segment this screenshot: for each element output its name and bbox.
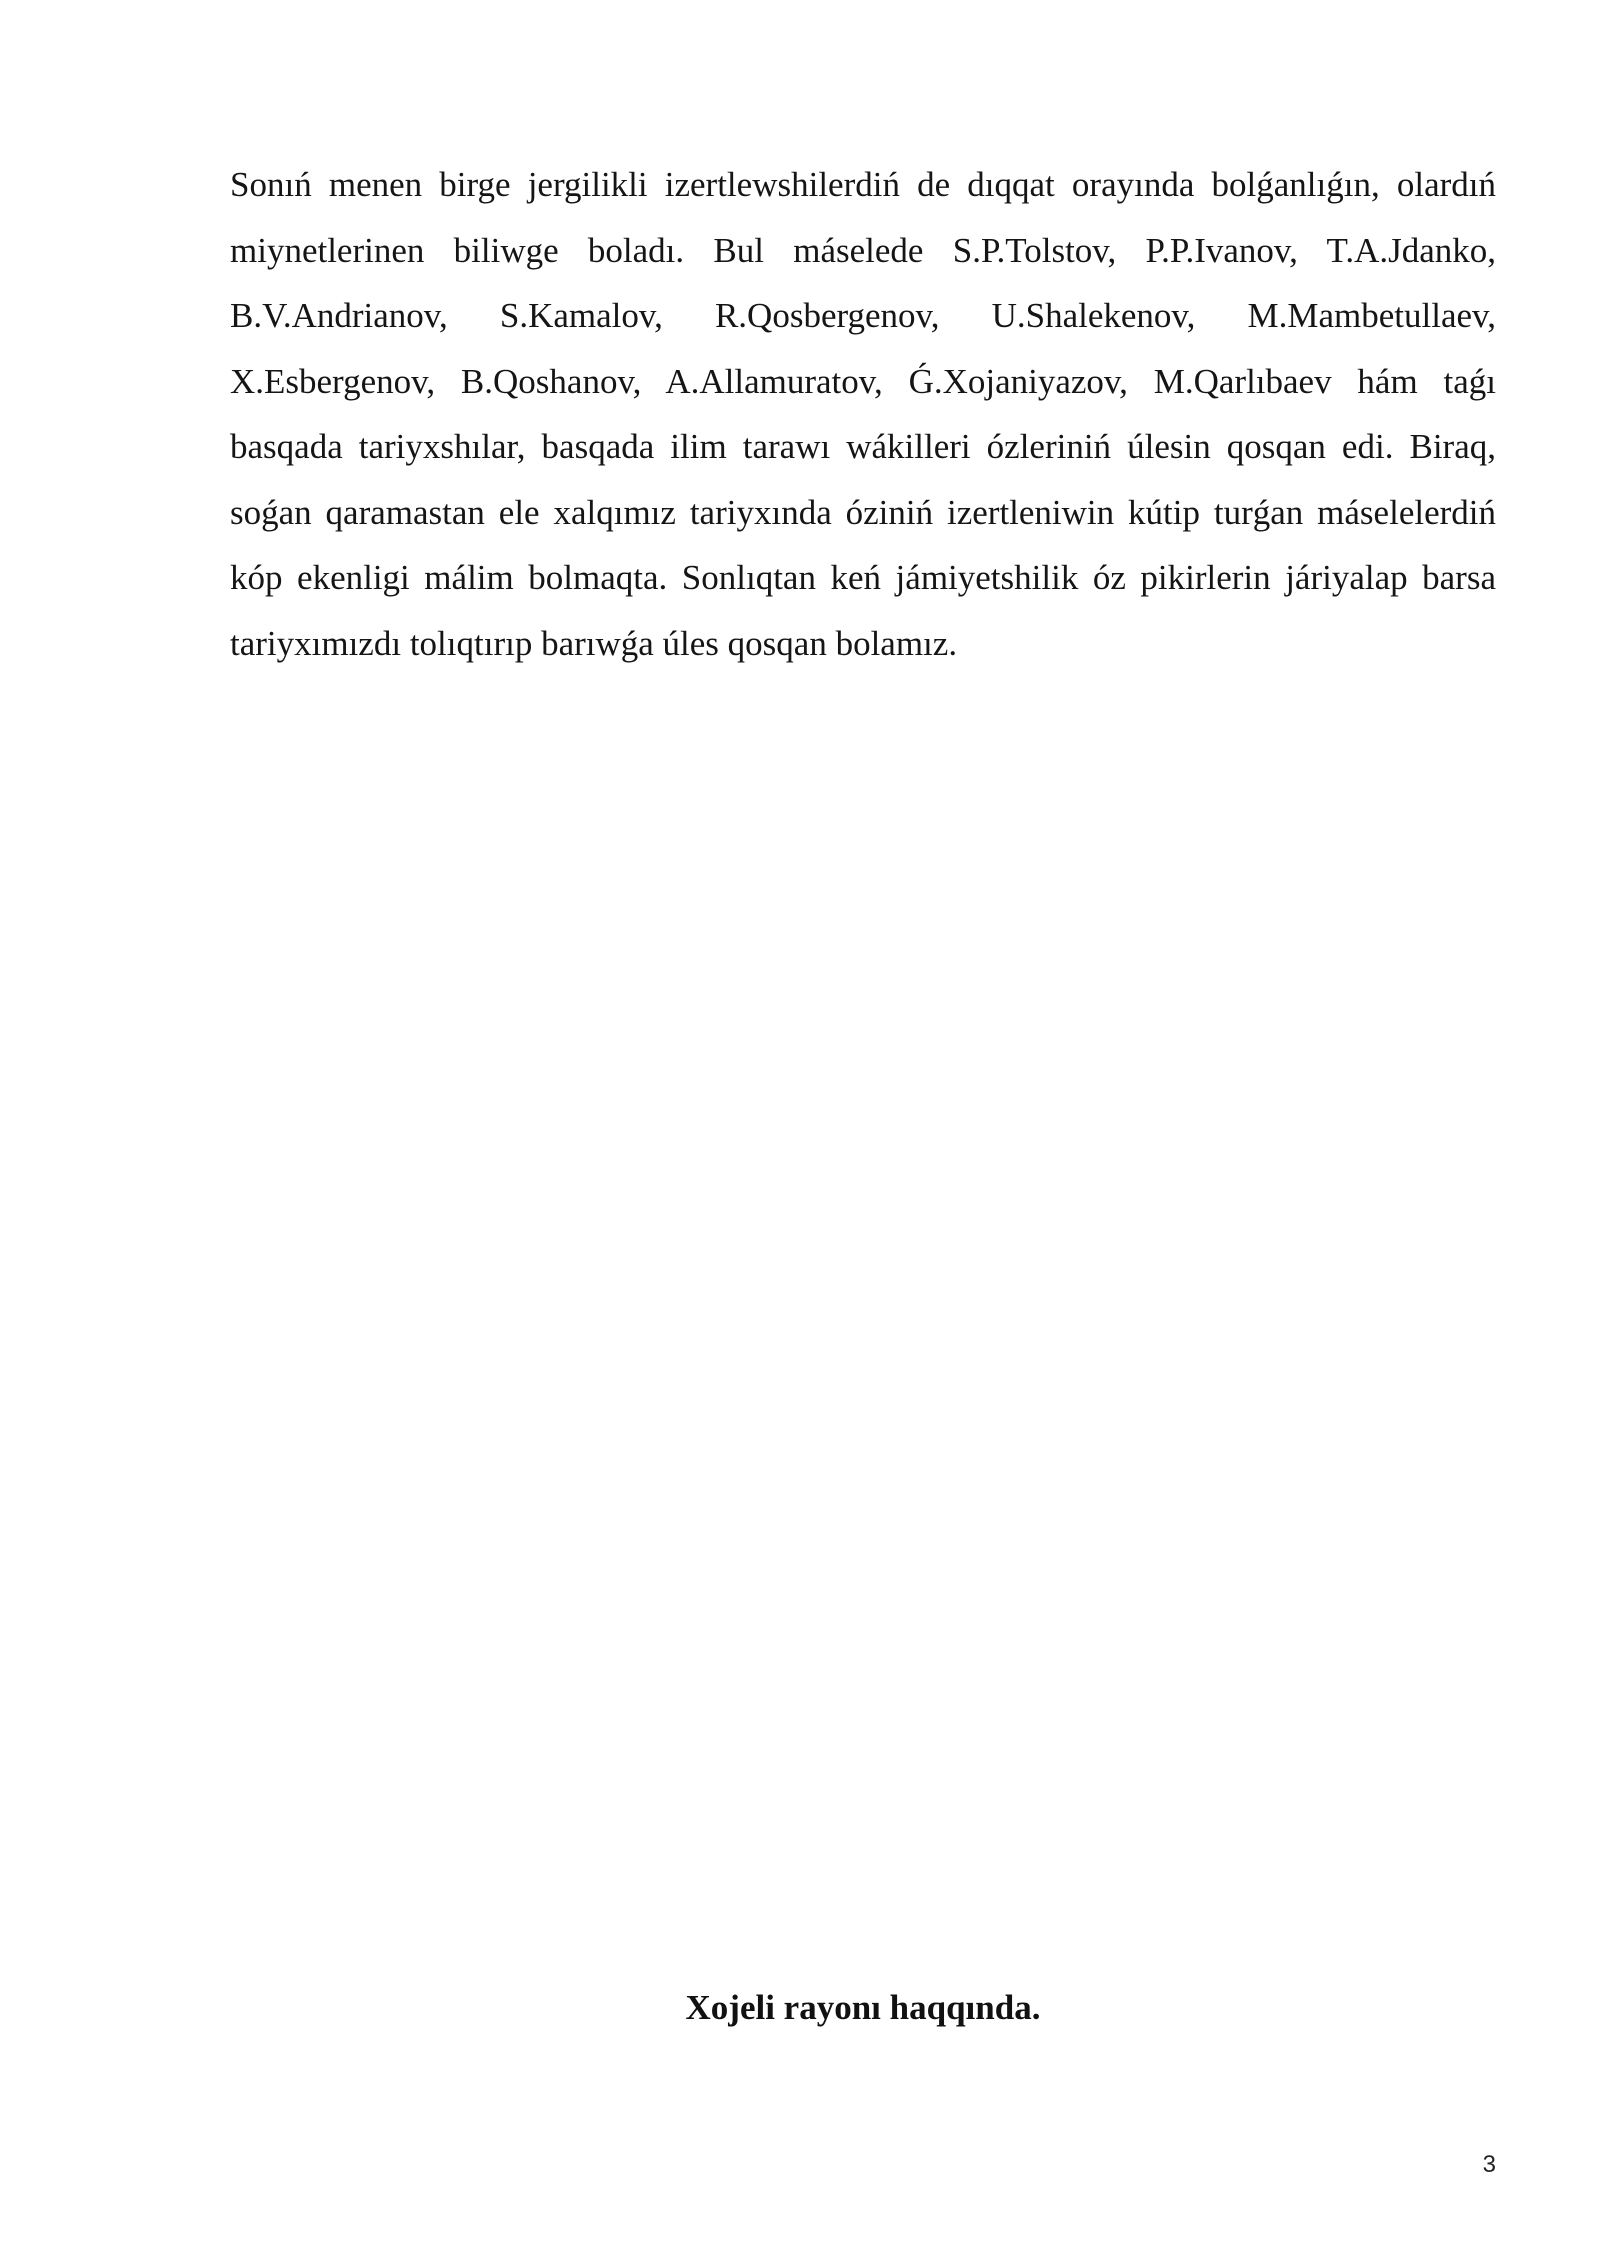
body-paragraph: Sonıń menen birge jergilikli izertlewshilerdiń de dıqqat orayında bolǵanlıǵın, olardıń miynetlerinen biliwge boladı. Bul máselede S.P.Tolstov, P.P.Ivanov, T.A.Jdanko, B.V.Andrianov, S.Kamalov, R.Qosbergenov, U.Shalekenov, M.Mambetullaev, X.Esbergenov, B.Qoshanov, A.Allamuratov, Ǵ.Xojaniyazov, M.Qarlıbaev hám taǵı basqada tariyxshılar, basqada ilim tarawı wákilleri ózleriniń úlesin qosqan edi. Biraq, soǵan qaramastan ele xalqımız tariyxında óziniń izertleniwin kútip turǵan máselelerdiń kóp ekenligi málim bolmaqta. Sonlıqtan keń jámiyetshilik óz pikirlerin járiyalap barsa tariyxımızdı tolıqtırıp barıwǵa úles qosqan bolamız. — [230, 165, 1496, 663]
section-heading: Xojeli rayonı haqqında. — [685, 1988, 1041, 2027]
page-number: 3 — [1482, 2151, 1496, 2178]
